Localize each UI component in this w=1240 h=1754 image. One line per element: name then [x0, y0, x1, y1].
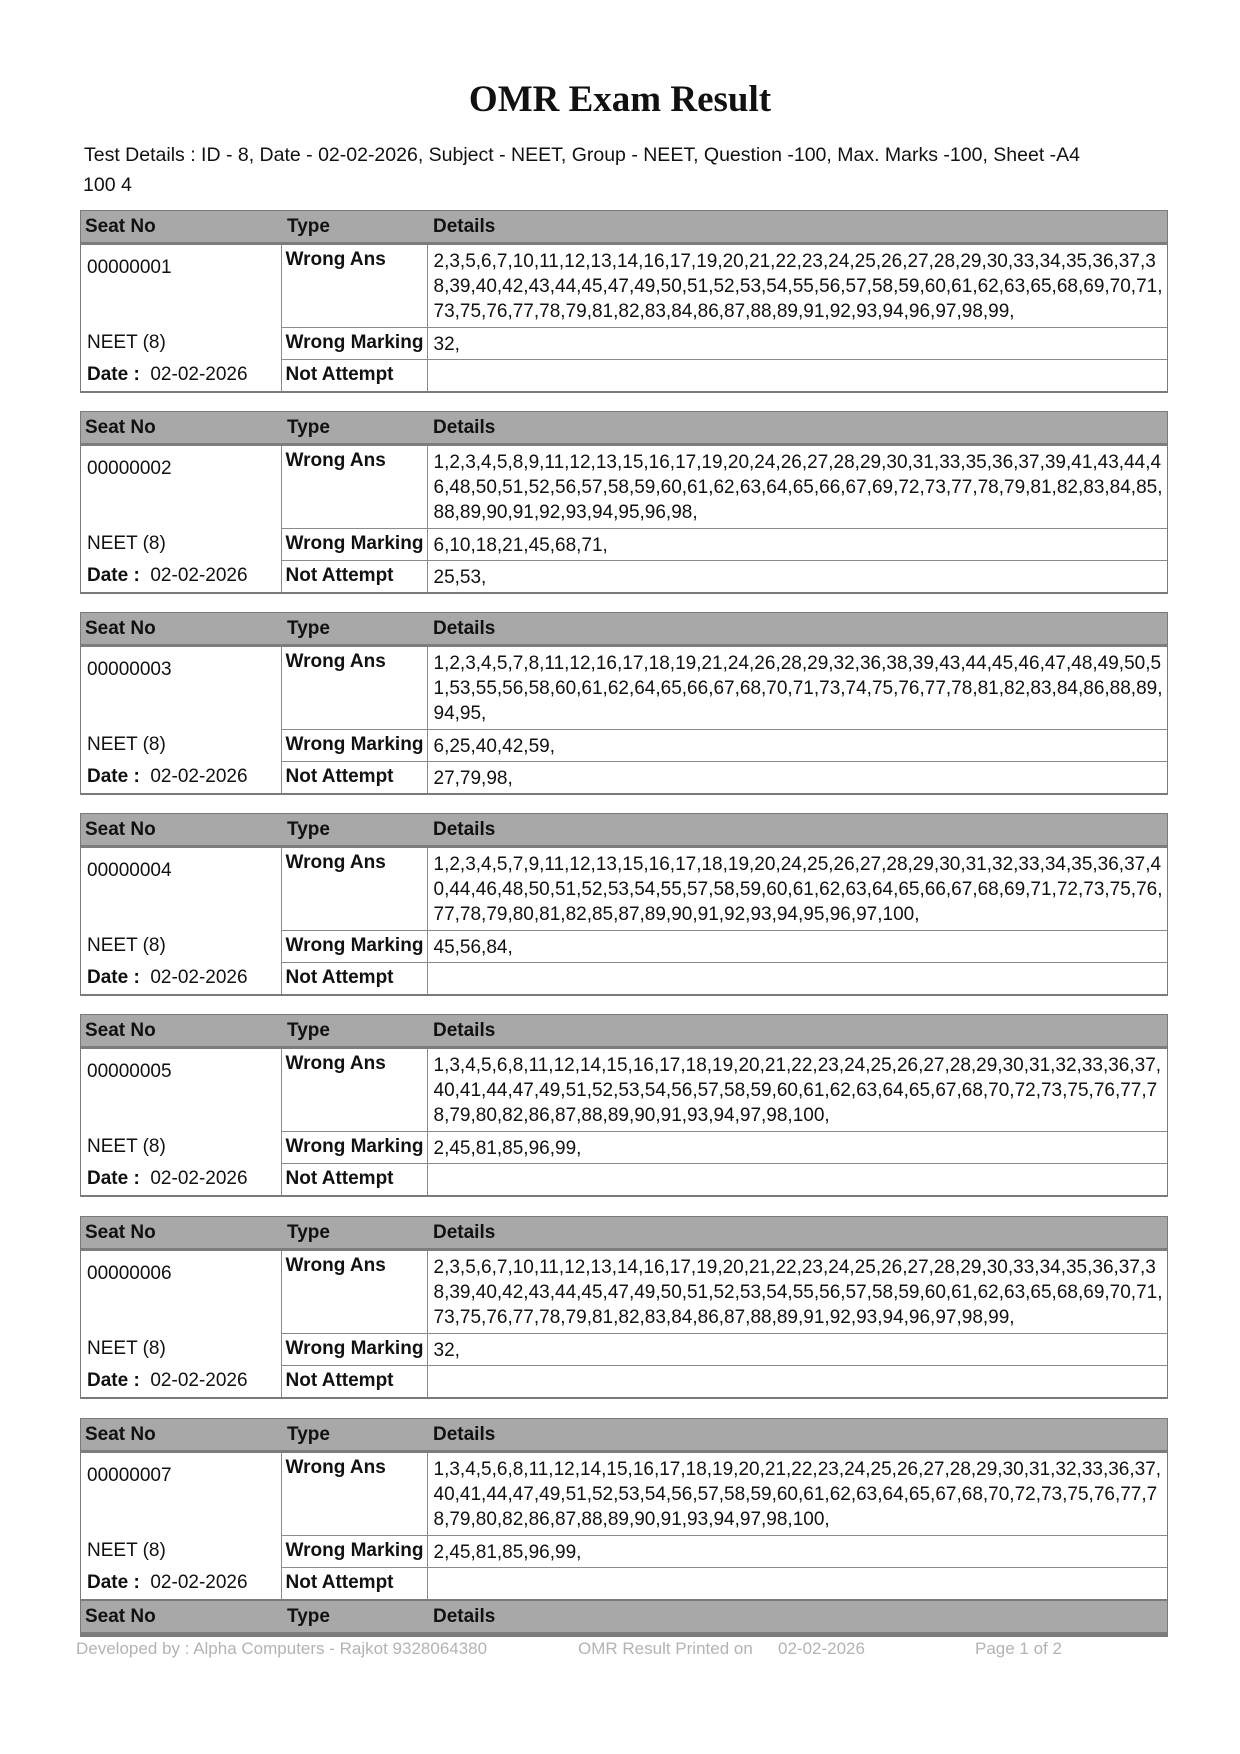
type-header: Type — [281, 814, 427, 847]
not-attempt-label: Not Attempt — [281, 561, 427, 593]
seat-number: 00000001 — [87, 257, 172, 278]
test-details — [84, 140, 1164, 200]
page-title: OMR Exam Result — [468, 79, 772, 120]
seat-number: 00000007 — [87, 1465, 172, 1486]
wrong-marking-details: 32, — [427, 1334, 1167, 1366]
test-details-line1: Test Details : ID - 8, Date - 02-02-2026, Subject - NEET, Group - NEET, Question -100, Max. Marks -100, Sheet -A4 — [84, 144, 1080, 166]
group-name: NEET (8) — [87, 1337, 166, 1359]
wrong-marking-details: 6,25,40,42,59, — [427, 730, 1167, 762]
seat-number: 00000005 — [87, 1061, 172, 1082]
wrong-ans-label: Wrong Ans — [281, 445, 427, 529]
details-header: Details — [427, 1601, 1167, 1634]
exam-date — [81, 1164, 281, 1196]
wrong-marking-label: Wrong Marking — [281, 1334, 427, 1366]
footer-printed-label: OMR Result Printed on — [578, 1639, 753, 1658]
wrong-ans-label: Wrong Ans — [281, 847, 427, 931]
wrong-ans-label: Wrong Ans — [281, 244, 427, 328]
exam-date — [81, 561, 281, 593]
not-attempt-label: Not Attempt — [281, 963, 427, 995]
seat-no-header: Seat No — [81, 1601, 281, 1634]
date-label: Date : — [87, 564, 140, 586]
wrong-marking-label: Wrong Marking — [281, 529, 427, 561]
result-table-header-continued — [80, 1600, 1168, 1637]
wrong-ans-details: 1,2,3,4,5,8,9,11,12,13,15,16,17,19,20,24,26,27,28,29,30,31,33,35,36,37,39,41,43,44,46,48,50,51,52,56,57,58,59,60,61,62,63,64,65,66,67,69,72,73,77,78,79,81,82,83,84,85,88,89,90,91,92,93,94,95,96,98, — [427, 445, 1167, 529]
details-header: Details — [427, 613, 1167, 646]
not-attempt-details: 25,53, — [433, 567, 487, 588]
date-value: 02-02-2026 — [150, 1167, 248, 1189]
details-header: Details — [427, 1419, 1167, 1452]
group-name: NEET (8) — [87, 934, 166, 956]
not-attempt-label: Not Attempt — [281, 1366, 427, 1398]
date-value: 02-02-2026 — [150, 363, 248, 385]
date-label: Date : — [87, 1369, 140, 1391]
seat-number: 00000002 — [87, 458, 172, 479]
wrong-ans-details: 2,3,5,6,7,10,11,12,13,14,16,17,19,20,21,22,23,24,25,26,27,28,29,30,33,34,35,36,37,38,39,40,42,43,44,45,47,49,50,51,52,53,54,55,56,57,58,59,60,61,62,63,65,68,69,70,71,73,75,76,77,78,79,81,82,83,84,86,87,88,89,91,92,93,94,96,97,98,99, — [427, 244, 1167, 328]
date-value: 02-02-2026 — [150, 966, 248, 988]
details-header: Details — [427, 1015, 1167, 1048]
details-header: Details — [427, 814, 1167, 847]
not-attempt-label: Not Attempt — [281, 360, 427, 392]
wrong-marking-details: 2,45,81,85,96,99, — [427, 1132, 1167, 1164]
seat-no-header: Seat No — [81, 412, 281, 445]
wrong-marking-details: 2,45,81,85,96,99, — [427, 1536, 1167, 1568]
result-table — [80, 612, 1168, 795]
date-label: Date : — [87, 1571, 140, 1593]
seat-number: 00000003 — [87, 659, 172, 680]
result-table — [80, 1216, 1168, 1399]
date-value: 02-02-2026 — [150, 564, 248, 586]
wrong-marking-details: 6,10,18,21,45,68,71, — [427, 529, 1167, 561]
date-value: 02-02-2026 — [150, 1571, 248, 1593]
seat-no-header: Seat No — [81, 211, 281, 244]
seat-no-header: Seat No — [81, 814, 281, 847]
seat-no-header: Seat No — [81, 1217, 281, 1250]
wrong-ans-label: Wrong Ans — [281, 1048, 427, 1132]
wrong-ans-details: 1,2,3,4,5,7,9,11,12,13,15,16,17,18,19,20,24,25,26,27,28,29,30,31,32,33,34,35,36,37,40,44,46,48,50,51,52,53,54,55,57,58,59,60,61,62,63,64,65,66,67,68,69,71,72,73,75,76,77,78,79,80,81,82,85,87,89,90,91,92,93,94,95,96,97,100, — [427, 847, 1167, 931]
details-header: Details — [427, 1217, 1167, 1250]
group-name: NEET (8) — [87, 733, 166, 755]
result-table — [80, 1014, 1168, 1197]
footer-developed-by: Developed by : Alpha Computers - Rajkot 9328064380 — [76, 1639, 488, 1658]
seat-no-header: Seat No — [81, 613, 281, 646]
wrong-marking-label: Wrong Marking — [281, 931, 427, 963]
wrong-marking-label: Wrong Marking — [281, 328, 427, 360]
wrong-marking-details: 45,56,84, — [427, 931, 1167, 963]
wrong-ans-label: Wrong Ans — [281, 646, 427, 730]
exam-date — [81, 1366, 281, 1398]
details-header: Details — [427, 412, 1167, 445]
wrong-marking-label: Wrong Marking — [281, 1132, 427, 1164]
not-attempt-details: 27,79,98, — [433, 768, 513, 789]
not-attempt-details — [427, 1164, 1167, 1196]
type-header: Type — [281, 1419, 427, 1452]
result-table — [80, 1418, 1168, 1601]
result-table — [80, 210, 1168, 393]
not-attempt-details — [427, 1366, 1167, 1398]
type-header: Type — [281, 412, 427, 445]
date-label: Date : — [87, 363, 140, 385]
seat-no-header: Seat No — [81, 1015, 281, 1048]
type-header: Type — [281, 1217, 427, 1250]
exam-date — [81, 360, 281, 392]
wrong-marking-label: Wrong Marking — [281, 730, 427, 762]
not-attempt-label: Not Attempt — [281, 1164, 427, 1196]
footer-printed-date: 02-02-2026 — [778, 1639, 865, 1658]
not-attempt-details — [427, 360, 1167, 392]
exam-date — [81, 1568, 281, 1600]
not-attempt-label: Not Attempt — [281, 1568, 427, 1600]
result-table — [80, 411, 1168, 594]
result-table — [80, 813, 1168, 996]
type-header: Type — [281, 211, 427, 244]
group-name: NEET (8) — [87, 1539, 166, 1561]
footer-page-number: Page 1 of 2 — [975, 1639, 1062, 1658]
date-value: 02-02-2026 — [150, 1369, 248, 1391]
wrong-ans-details: 1,3,4,5,6,8,11,12,14,15,16,17,18,19,20,21,22,23,24,25,26,27,28,29,30,31,32,33,36,37,40,41,44,47,49,51,52,53,54,56,57,58,59,60,61,62,63,64,65,67,68,70,72,73,75,76,77,78,79,80,82,86,87,88,89,90,91,93,94,97,98,100, — [427, 1048, 1167, 1132]
group-name: NEET (8) — [87, 1135, 166, 1157]
date-value: 02-02-2026 — [150, 765, 248, 787]
seat-number: 00000006 — [87, 1263, 172, 1284]
wrong-marking-details: 32, — [427, 328, 1167, 360]
seat-no-header: Seat No — [81, 1419, 281, 1452]
details-header: Details — [427, 211, 1167, 244]
wrong-ans-details: 2,3,5,6,7,10,11,12,13,14,16,17,19,20,21,22,23,24,25,26,27,28,29,30,33,34,35,36,37,38,39,40,42,43,44,45,47,49,50,51,52,53,54,55,56,57,58,59,60,61,62,63,65,68,69,70,71,73,75,76,77,78,79,81,82,83,84,86,87,88,89,91,92,93,94,96,97,98,99, — [427, 1250, 1167, 1334]
date-label: Date : — [87, 765, 140, 787]
wrong-ans-details: 1,2,3,4,5,7,8,11,12,16,17,18,19,21,24,26,28,29,32,36,38,39,43,44,45,46,47,48,49,50,51,53,55,56,58,60,61,62,64,65,66,67,68,70,71,73,74,75,76,77,78,81,82,83,84,86,88,89,94,95, — [427, 646, 1167, 730]
type-header: Type — [281, 1601, 427, 1634]
exam-date — [81, 762, 281, 794]
wrong-ans-details: 1,3,4,5,6,8,11,12,14,15,16,17,18,19,20,21,22,23,24,25,26,27,28,29,30,31,32,33,36,37,40,41,44,47,49,51,52,53,54,56,57,58,59,60,61,62,63,64,65,67,68,70,72,73,75,76,77,78,79,80,82,86,87,88,89,90,91,93,94,97,98,100, — [427, 1452, 1167, 1536]
wrong-ans-label: Wrong Ans — [281, 1250, 427, 1334]
date-label: Date : — [87, 966, 140, 988]
not-attempt-details — [427, 963, 1167, 995]
seat-number: 00000004 — [87, 860, 172, 881]
date-label: Date : — [87, 1167, 140, 1189]
exam-date — [81, 963, 281, 995]
wrong-marking-label: Wrong Marking — [281, 1536, 427, 1568]
not-attempt-details — [427, 1568, 1167, 1600]
test-details-line2: 100 4 — [83, 174, 132, 196]
not-attempt-label: Not Attempt — [281, 762, 427, 794]
group-name: NEET (8) — [87, 331, 166, 353]
group-name: NEET (8) — [87, 532, 166, 554]
type-header: Type — [281, 613, 427, 646]
wrong-ans-label: Wrong Ans — [281, 1452, 427, 1536]
type-header: Type — [281, 1015, 427, 1048]
